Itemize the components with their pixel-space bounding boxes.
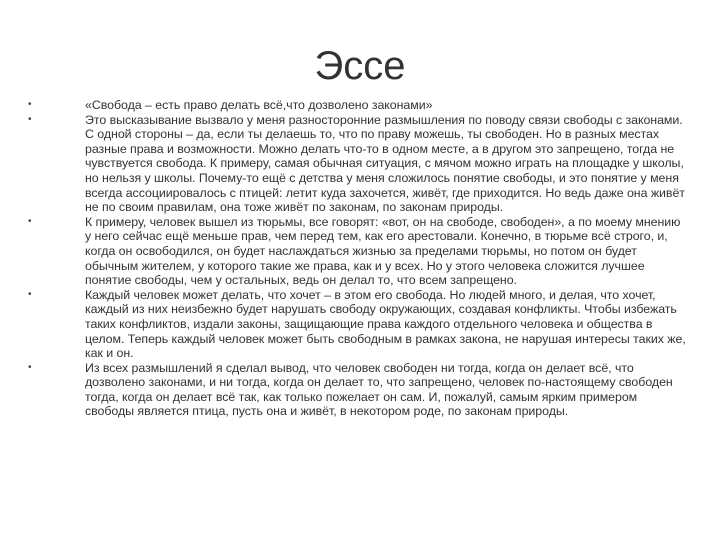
bullet-item-quote (28, 98, 688, 113)
bullet-text: Из всех размышлений я сделал вывод, что человек свободен ни тогда, когда он делает всё, что дозволено законами, и ни тогда, когда он делает то, что запрещено, человек по-настоящему свободен тогда, когда он делает всё так, как только пожелает он сам. И, пожалуй, самым ярким примером свободы является птица, пусть она и живёт, в некотором роде, по законам природы. (85, 360, 673, 419)
slide-title: Эссе (314, 44, 406, 88)
bullet-text: Это высказывание вызвало у меня разносторонние размышления по поводу связи свободы с законами. С одной стороны – да, если ты делаешь то, что по праву можешь, ты свободен. Но в разных местах разные права и возможности. Можно делать что-то в одном месте, а в другом это запрещено, тогда не чувствуется свобода. К примеру, самая обычная ситуация, с мячом можно играть на площадке у школы, но нельзя у школы. Почему-то ещё с детства у меня сложилось понятие свободы, и это понятие у меня всегда ассоциировалось с птицей: летит куда захочется, живёт, где приходится. Но ведь даже она живёт не по своим правилам, она тоже живёт по законам, по законам природы. (85, 112, 685, 215)
bullet-icon: • (28, 99, 32, 110)
bullet-icon: • (28, 361, 32, 373)
bullet-item-reflection (28, 113, 688, 215)
bullet-list (28, 98, 688, 419)
bullet-item-prison-example (28, 215, 688, 288)
bullet-item-laws (28, 288, 688, 361)
bullet-icon: • (28, 288, 32, 300)
bullet-text: К примеру, человек вышел из тюрьмы, все говорят: «вот, он на свободе, свободен», а по моему мнению у него сейчас ещё меньше прав, чем перед тем, как его арестовали. Конечно, в тюрьме всё строго, и, когда он освободился, он будет наслаждаться жизнью за пределами тюрьмы, но потом он будет обычным жителем, у которого такие же права, как и у всех. Но у этого человека сложится лучшее понятие свободы, чем у остальных, ведь он делал то, что всем запрещено. (85, 214, 681, 288)
bullet-icon: • (28, 215, 32, 227)
bullet-item-conclusion (28, 361, 688, 419)
bullet-text: Каждый человек может делать, что хочет – в этом его свобода. Но людей много, и делая, что хочет, каждый из них неизбежно будет нарушать свободу окружающих, создавая конфликты. Чтобы избежать таких конфликтов, издали законы, защищающие права каждого отдельного человека и общества в целом. Теперь каждый человек может быть свободным в рамках закона, не нарушая интересы таких же, как и он. (85, 287, 686, 361)
bullet-text: «Свобода – есть право делать всё,что дозволено законами» (85, 98, 433, 112)
bullet-icon: • (28, 113, 32, 125)
